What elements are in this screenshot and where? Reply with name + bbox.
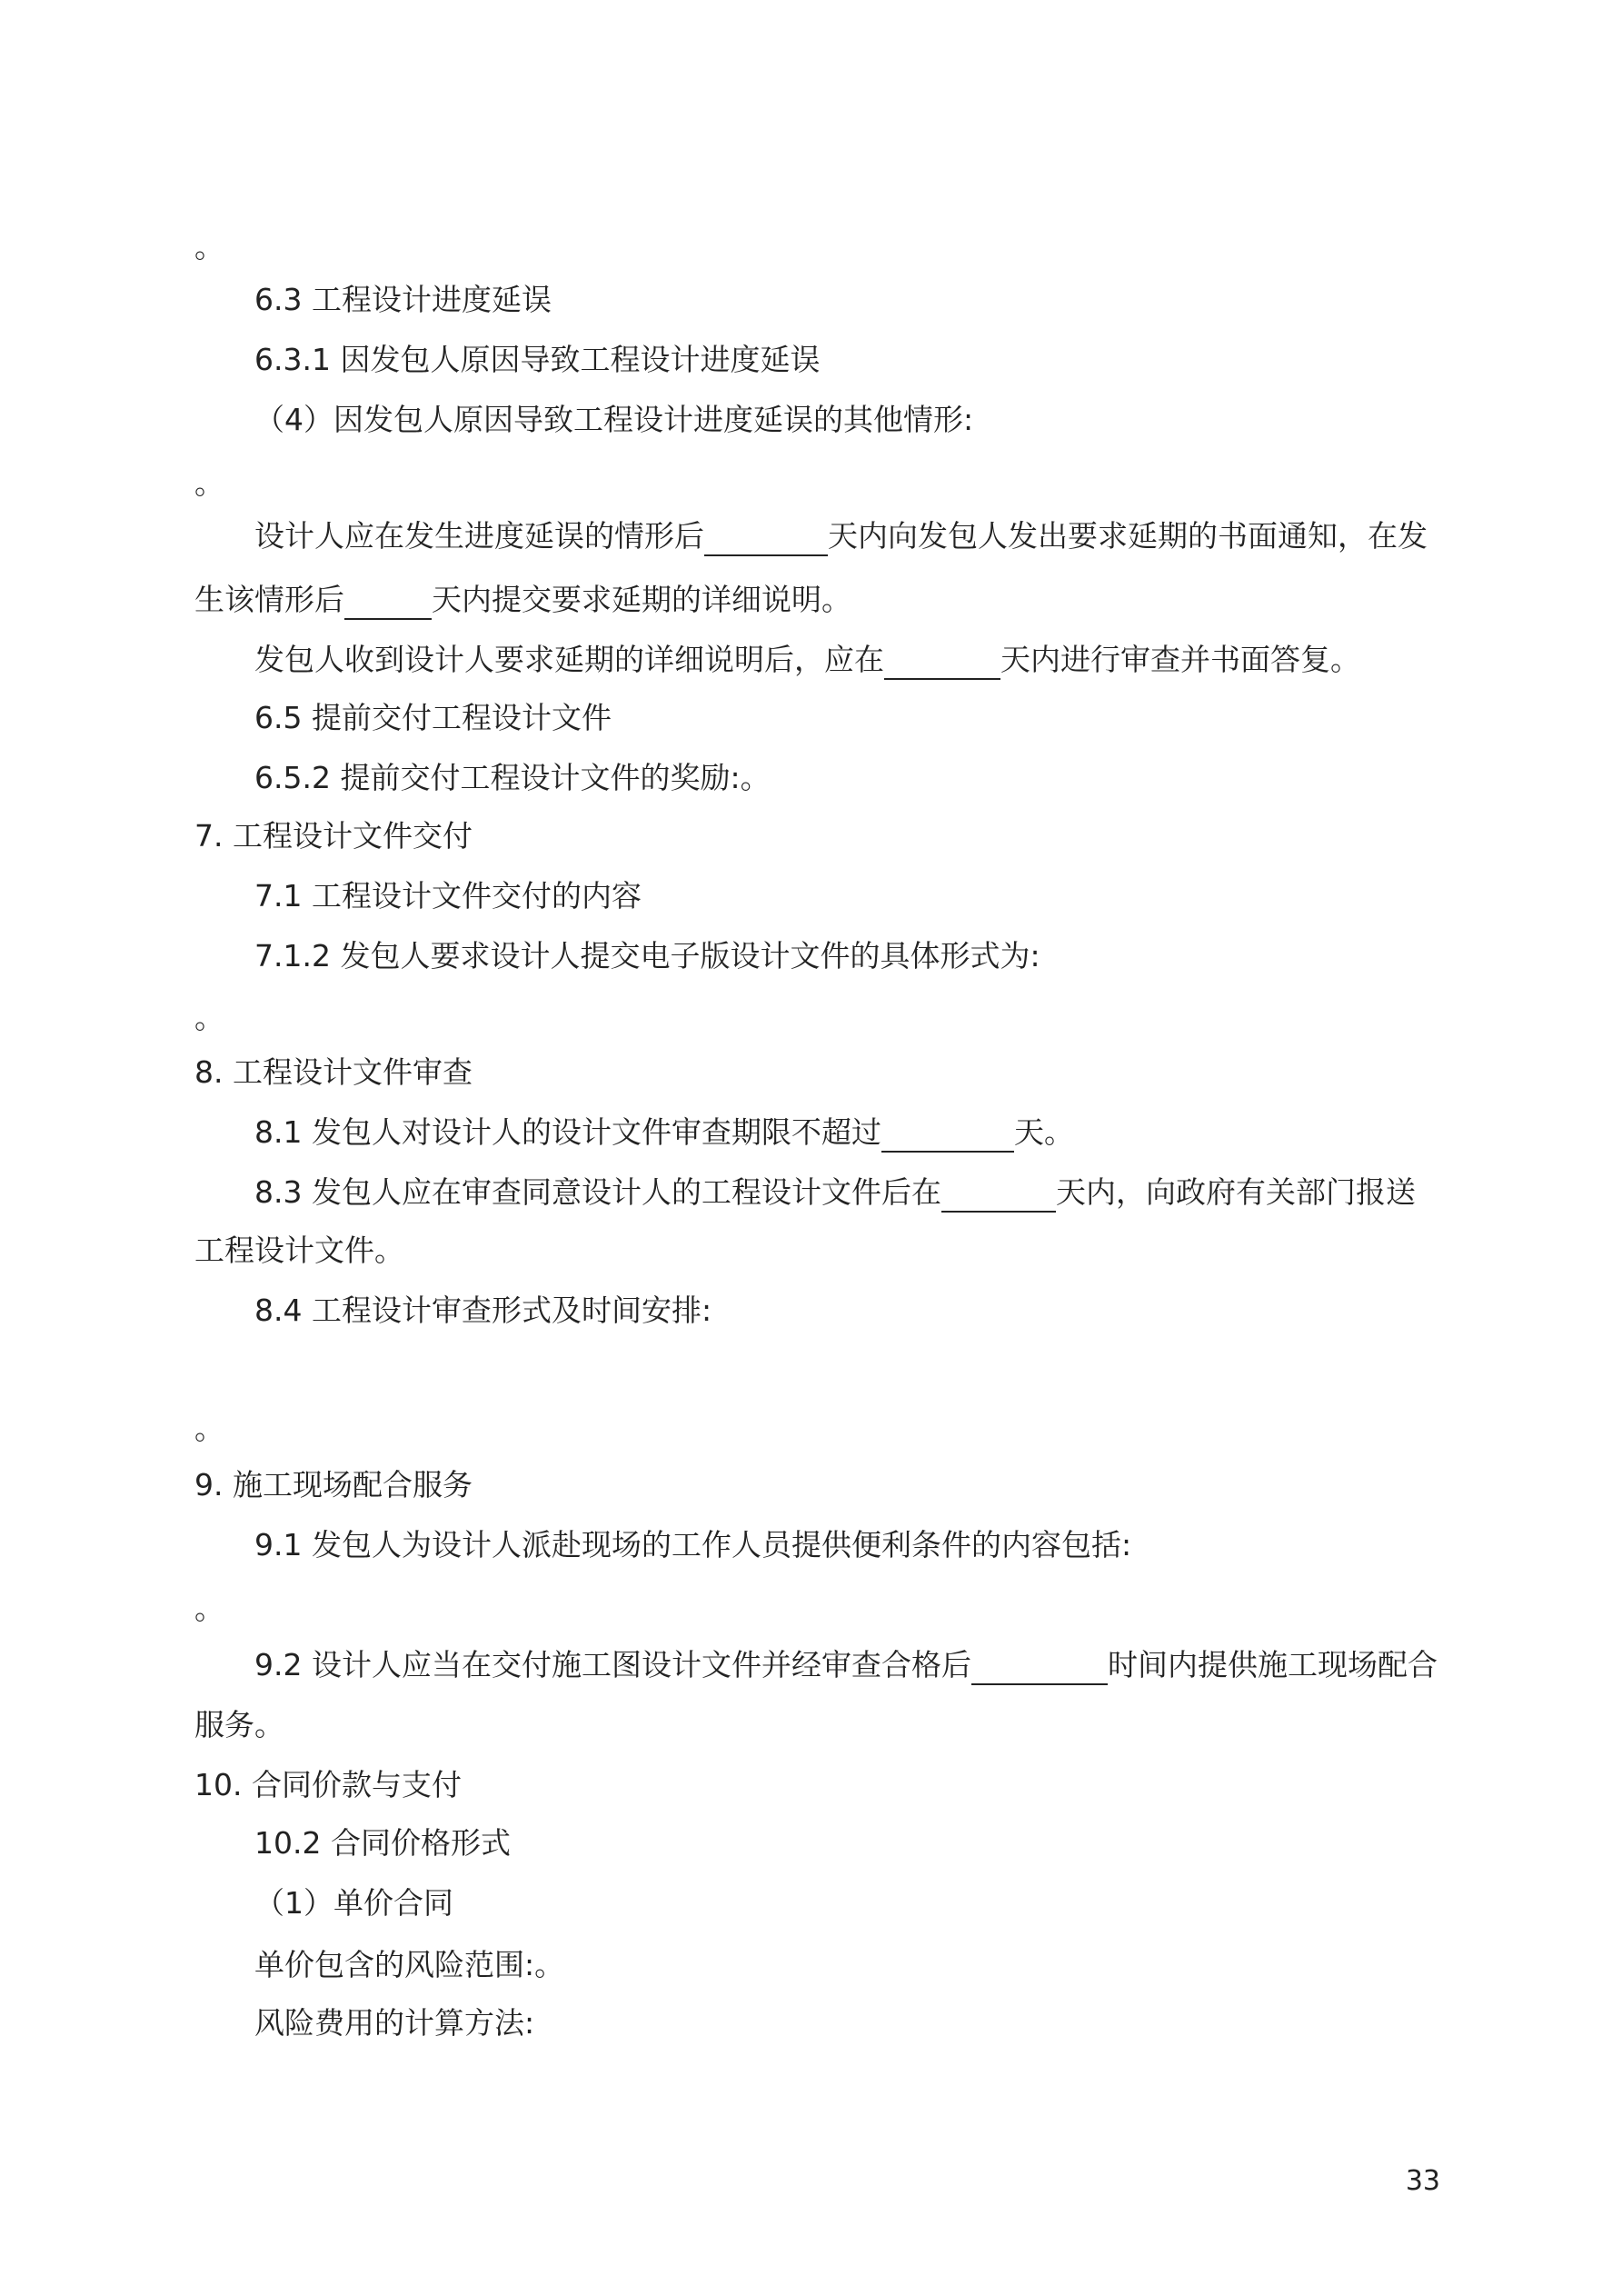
line-text: 9.2 设计人应当在交付施工图设计文件并经审查合格后 bbox=[254, 1647, 971, 1682]
period: 。 bbox=[194, 229, 224, 265]
fill-blank bbox=[344, 585, 432, 620]
clause-line bbox=[254, 640, 1436, 680]
sub-heading-unit-price bbox=[254, 1883, 1436, 1923]
page-number: 33 bbox=[1405, 2165, 1440, 2197]
line-text: 风险费用的计算方法: bbox=[254, 2005, 535, 2041]
line-text: 天内进行审查并书面答复。 bbox=[1000, 642, 1360, 677]
blank-line bbox=[194, 998, 1436, 1038]
line-text: 8.4 工程设计审查形式及时间安排: bbox=[254, 1293, 712, 1328]
fill-blank bbox=[881, 1118, 1014, 1153]
line-text: （4）因发包人原因导致工程设计进度延误的其他情形: bbox=[254, 402, 974, 437]
clause-line bbox=[254, 1291, 1436, 1331]
period: 。 bbox=[194, 465, 224, 501]
period: 。 bbox=[194, 1411, 224, 1446]
blank-line bbox=[194, 227, 1436, 267]
blank-line bbox=[194, 1589, 1436, 1629]
line-text: 7.1.2 发包人要求设计人提交电子版设计文件的具体形式为: bbox=[254, 938, 1040, 973]
line-text: 天内，向政府有关部门报送 bbox=[1055, 1174, 1416, 1210]
clause-line bbox=[194, 1231, 1436, 1271]
line-text: 7. 工程设计文件交付 bbox=[194, 818, 473, 854]
section-heading-10 bbox=[194, 1765, 1436, 1805]
line-text: 设计人应在发生进度延误的情形后 bbox=[254, 518, 704, 554]
line-text: 单价包含的风险范围: bbox=[254, 1947, 535, 1982]
section-heading-8 bbox=[194, 1053, 1436, 1093]
clause-line bbox=[194, 580, 1436, 620]
blank-line bbox=[194, 1409, 1436, 1449]
blank-line bbox=[194, 1358, 1436, 1398]
fill-blank bbox=[971, 1651, 1108, 1685]
line-text: 工程设计文件。 bbox=[194, 1233, 404, 1268]
section-heading-6-5 bbox=[254, 698, 1436, 738]
clause-line bbox=[254, 936, 1436, 976]
clause-line bbox=[254, 516, 1436, 556]
line-text: 6.3 工程设计进度延误 bbox=[254, 282, 552, 317]
line-text: 6.5.2 提前交付工程设计文件的奖励: bbox=[254, 760, 741, 795]
line-text: 天内提交要求延期的详细说明。 bbox=[432, 582, 851, 617]
line-text: 9. 施工现场配合服务 bbox=[194, 1467, 473, 1502]
section-heading-7-1 bbox=[254, 876, 1436, 916]
line-text: 8. 工程设计文件审查 bbox=[194, 1054, 473, 1090]
line-text: 10. 合同价款与支付 bbox=[194, 1767, 462, 1802]
line-text: 6.3.1 因发包人原因导致工程设计进度延误 bbox=[254, 342, 821, 377]
line-text: 6.5 提前交付工程设计文件 bbox=[254, 700, 612, 735]
clause-line bbox=[254, 1113, 1436, 1153]
section-heading-6-3 bbox=[254, 280, 1436, 320]
line-text: 7.1 工程设计文件交付的内容 bbox=[254, 878, 642, 913]
clause-line bbox=[194, 1705, 1436, 1745]
clause-line bbox=[254, 758, 1436, 798]
period: 。 bbox=[194, 1591, 224, 1626]
line-text: 9.1 发包人为设计人派赴现场的工作人员提供便利条件的内容包括: bbox=[254, 1527, 1132, 1562]
line-text: 10.2 合同价格形式 bbox=[254, 1825, 511, 1861]
clause-line bbox=[254, 2003, 1436, 2043]
clause-line bbox=[254, 1173, 1436, 1213]
fill-blank bbox=[884, 645, 1000, 680]
line-text: 8.3 发包人应在审查同意设计人的工程设计文件后在 bbox=[254, 1174, 941, 1210]
section-heading-6-3-1 bbox=[254, 340, 1436, 380]
period: 。 bbox=[194, 1000, 224, 1035]
line-text: 发包人收到设计人要求延期的详细说明后，应在 bbox=[254, 642, 884, 677]
line-text: 8.1 发包人对设计人的设计文件审查期限不超过 bbox=[254, 1114, 881, 1150]
clause-line bbox=[254, 1525, 1436, 1565]
section-heading-9 bbox=[194, 1465, 1436, 1505]
clause-line bbox=[254, 1645, 1436, 1685]
line-text: 时间内提供施工现场配合 bbox=[1107, 1647, 1438, 1682]
clause-line bbox=[254, 1945, 1436, 1985]
fill-blank bbox=[941, 1178, 1056, 1213]
line-text: 服务。 bbox=[194, 1707, 284, 1742]
section-heading-10-2 bbox=[254, 1823, 1436, 1863]
section-heading-7 bbox=[194, 816, 1436, 856]
clause-line bbox=[254, 400, 1436, 440]
period: 。 bbox=[740, 760, 771, 795]
line-text: 生该情形后 bbox=[194, 582, 344, 617]
line-text: 天。 bbox=[1013, 1114, 1074, 1150]
line-text: （1）单价合同 bbox=[254, 1885, 453, 1921]
fill-blank bbox=[704, 522, 828, 556]
period: 。 bbox=[534, 1947, 565, 1982]
line-text: 天内向发包人发出要求延期的书面通知，在发 bbox=[828, 518, 1428, 554]
blank-line bbox=[194, 464, 1436, 504]
